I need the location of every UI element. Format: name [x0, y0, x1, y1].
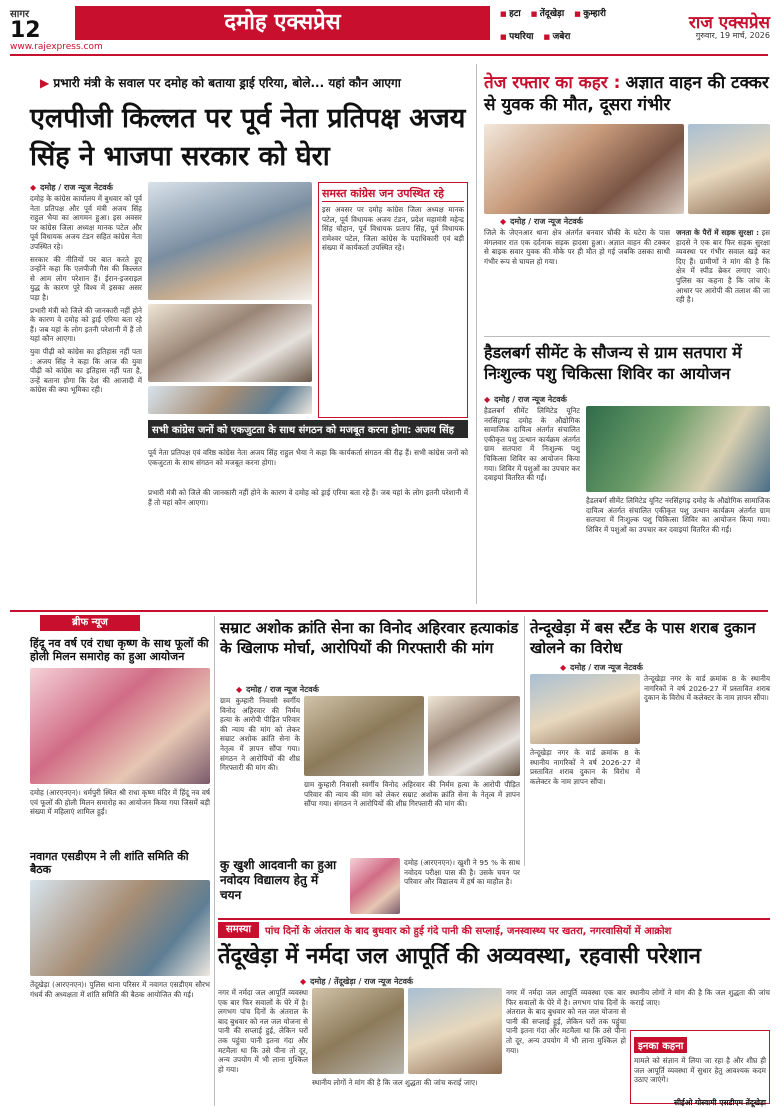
camp-body: हैडलबर्ग सीमेंट लिमिटेड यूनिट नरसिंहगढ़ दमोह के औद्योगिक सामाजिक दायित्व अंतर्गत संचालित एकीकृत पशु उत्थान कार्यक्रम अंतर्गत ग्राम सतपारा में निःशुल्क पशु चिकित्सा शिविर का आयोजन किया गया। शिविर में पशुओं का उपचार कर दवाइयां वितरित की गईं।	[484, 406, 580, 483]
ashok-body: ग्राम कुम्हारी निवासी स्वर्गीय विनोद अहिरवार की निर्मम हत्या के आरोपी पीड़ित परिवार की न्याय की मांग को लेकर सम्राट अशोक क्रांति सेना के नेतृत्व में ज्ञापन सौंपा गया। संगठन ने आरोपियों की शीघ्र गिरफ्तारी की मांग की।	[220, 696, 300, 773]
accident-subhead: जनता के पैरों में सड़क सुरक्षा :	[676, 228, 759, 237]
camera-icon: ◆	[500, 217, 507, 226]
paragraph: सरकार की नीतियों पर बात करते हुए उन्होंने कहा कि एलपीजी गैस की किल्लत से आम लोग परेशान हैं। ईरान-इजराइल युद्ध के कारण पूरे विश्व में इसका असर पड़ा है।	[30, 254, 142, 302]
accident-story	[484, 70, 770, 116]
camera-icon: ◆	[300, 977, 307, 986]
attendees-text: इस अवसर पर दमोह कांग्रेस जिला अध्यक्ष मानक पटेल, पूर्व विधायक अजय टंडन, प्रदेश महामंत्री महेन्द्र सिंह चौहान, पूर्व विधायक प्रताप सिंह, पूर्व विधायक रामेश्वर पटेल, जिला कांग्रेस के पदाधिकारी एवं बड़ी संख्या में कार्यकर्ता उपस्थित रहे।	[322, 205, 464, 253]
town-item: ■ हटा	[500, 6, 521, 19]
accident-body: जिले के जेएनआर थाना क्षेत्र अंतर्गत बनवार चौकी के घटेरा के पास मंगलवार रात एक दर्दनाक सड़क हादसा हुआ। अज्ञात वाहन की टक्कर से बाइक सवार युवक की मौके पर ही मौत हो गई जबकि उसका साथी गंभीर रूप से घायल हो गया।	[484, 228, 670, 266]
masthead: दमोह एक्सप्रेस	[75, 6, 490, 40]
water-band-text: पांच दिनों के अंतराल के बाद बुधवार को हुई गंदे पानी की सप्लाई, जनस्वास्थ्य पर खतरा, नगरवासियों में आक्रोश	[265, 926, 672, 937]
camera-icon: ◆	[30, 183, 37, 192]
brief-text-2: तेंदूखेड़ा (आरएनएन)। पुलिस थाना परिसर में नवागत एसडीएम सौरभ गंधर्व की अध्यक्षता में शांति समिति की बैठक आयोजित की गई।	[30, 980, 210, 999]
town-list	[500, 6, 615, 42]
lead-byline	[30, 182, 113, 193]
attendees-title: समस्त कांग्रेस जन उपस्थित रहे	[322, 186, 464, 202]
brief-headline-2: नवागत एसडीएम ने ली शांति समिति की बैठक	[30, 850, 189, 876]
column-divider	[524, 616, 525, 866]
town-item: ■ जबेरा	[544, 29, 571, 42]
accident-body2-text: इस हादसे ने एक बार फिर सड़क सुरक्षा व्यवस्था पर गंभीर सवाल खड़े कर दिए हैं। ग्रामीणों ने मांग की है कि क्षेत्र में स्पीड ब्रेकर लगाए जाएं। पुलिस का कहना है कि जांच के आधार पर आरोपी की तलाश की जा रही है।	[676, 228, 770, 305]
byline-text: दमोह / राज न्यूज नेटवर्क	[494, 395, 567, 404]
photo-speech	[148, 304, 312, 382]
ashok-byline	[236, 684, 319, 695]
water-byline	[300, 976, 413, 987]
liquor-body: तेन्दूखेड़ा नगर के वार्ड क्रमांक 8 के स्थानीय नागरिकों ने वर्ष 2026-27 में प्रस्तावित शराब दुकान के विरोध में कलेक्टर के नाम ज्ञापन सौंपा।	[644, 674, 770, 703]
photo-meeting-sdm	[30, 880, 210, 976]
photo-protest-2	[428, 696, 520, 776]
water-body-3: स्थानीय लोगों ने मांग की है कि जल शुद्धता की जांच कराई जाए।	[630, 988, 770, 1007]
accident-body-2	[676, 228, 770, 328]
paragraph: युवा पीढ़ी को कांग्रेस का इतिहास नहीं पता : अजय सिंह ने कहा कि आज की युवा पीढ़ी को कांग्रेस का इतिहास नहीं पता है, उन्हें बताना होगा कि देश की आजादी में कांग्रेस की क्या भूमिका रही।	[30, 346, 142, 395]
byline-text: दमोह / राज न्यूज नेटवर्क	[246, 685, 319, 694]
liquor-byline	[560, 662, 643, 673]
water-tag: समस्या	[218, 922, 259, 938]
brief-headline-1: हिंदू नव वर्ष एवं राधा कृष्ण के साथ फूलों की होली मिलन समारोह का हुआ आयोजन	[30, 637, 209, 663]
photo-meeting	[148, 182, 312, 300]
town-item: ■ पथरिया	[500, 29, 534, 42]
accident-kicker: तेज रफ्तार का कहर :	[484, 73, 621, 93]
photo-crowd	[148, 386, 312, 414]
accident-headline: अज्ञात वाहन की टक्कर से युवक की मौत, दूसरा गंभीर	[484, 73, 769, 115]
water-body: नगर में नर्मदा जल आपूर्ति व्यवस्था एक बार फिर सवालों के घेरे में है। लगभग पांच दिनों के अंतराल के बाद बुधवार को नल जल योजना से पानी की सप्लाई हुई, लेकिन घरों तक पहुंचा पानी इतना गंदा और मटमैला था कि उसे पीना तो दूर, अन्य उपयोग में भी लाना मुश्किल हो गया।	[218, 988, 308, 1074]
byline-text: दमोह / तेंदूखेड़ा / राज न्यूज नेटवर्क	[310, 977, 414, 986]
photo-memorandum	[530, 674, 640, 744]
page-number: 12	[10, 18, 41, 43]
photo-hospital	[688, 124, 770, 214]
attendees-box	[318, 182, 468, 418]
photo-caption-text: पूर्व नेता प्रतिपक्ष एवं वरिष्ठ कांग्रेस नेता अजय सिंह राहुल भैया ने कहा कि कार्यकर्ता संगठन की रीढ़ हैं। सभी कांग्रेस जनों को एकजुटता के साथ संगठन को मजबूत करना होगा।	[148, 448, 468, 467]
accident-byline	[500, 216, 583, 227]
lead-body	[30, 194, 142, 602]
water-headline: तेंदूखेड़ा में नर्मदा जल आपूर्ति की अव्यवस्था, रहवासी परेशान	[218, 944, 702, 969]
quote-text: मामले को संज्ञान में लिया जा रहा है और शीघ्र ही जल आपूर्ति व्यवस्था में सुधार हेतु आवश्यक कदम उठाए जाएंगे।	[634, 1056, 766, 1085]
town-item: ■ कुम्हारी	[574, 6, 606, 19]
lead-headline: एलपीजी किल्लत पर पूर्व नेता प्रतिपक्ष अजय सिंह ने भाजपा सरकार को घेरा	[30, 103, 466, 172]
water-caption: स्थानीय लोगों ने मांग की है कि जल शुद्धता की जांच कराई जाए।	[312, 1078, 478, 1087]
liquor-headline: तेन्दूखेड़ा में बस स्टैंड के पास शराब दुकान खोलने का विरोध	[530, 619, 756, 657]
page-number-block	[10, 6, 70, 42]
row-divider	[484, 336, 770, 337]
byline-text: दमोह / राज न्यूज नेटवर्क	[570, 663, 643, 672]
lead-body-cont: प्रभारी मंत्री को जिले की जानकारी नहीं होने के कारण वे दमोह को ड्राई एरिया बता रहे हैं। जब यहां के लोग इतनी परेशानी में हैं तो यहां कौन आएगा।	[148, 488, 468, 507]
section-rule	[10, 610, 768, 612]
camp-byline	[484, 394, 567, 405]
brand-logo: राज एक्सप्रेस	[688, 13, 770, 33]
header-rule	[10, 54, 768, 56]
photo-caption-title: सभी कांग्रेस जनों को एकजुटता के साथ संगठन को मजबूत करना होगा: अजय सिंह	[148, 420, 468, 438]
town-item: ■ तेंदूखेड़ा	[531, 6, 564, 19]
camp-headline: हैडलबर्ग सीमेंट के सौजन्य से ग्राम सतपारा में निःशुल्क पशु चिकित्सा शिविर का आयोजन	[484, 343, 742, 383]
quote-box	[630, 1030, 770, 1107]
liquor-body-2: तेन्दूखेड़ा नगर के वार्ड क्रमांक 8 के स्थानीय नागरिकों ने वर्ष 2026-27 में प्रस्तावित शराब दुकान के विरोध में कलेक्टर के नाम ज्ञापन सौंपा।	[530, 748, 640, 786]
byline-text: दमोह / राज न्यूज नेटवर्क	[40, 183, 113, 192]
award-headline: कु खुशी आदवानी का हुआ नवोदय विद्यालय हेतु में चयन	[220, 858, 337, 902]
column-divider	[214, 616, 215, 1106]
camera-icon: ◆	[560, 663, 567, 672]
byline-text: दमोह / राज न्यूज नेटवर्क	[510, 217, 583, 226]
paragraph: दमोह के कांग्रेस कार्यालय में बुधवार को पूर्व नेता प्रतिपक्ष और पूर्व मंत्री अजय सिंह राहुल भैया का आगमन हुआ। इस अवसर पर कांग्रेस जिला अध्यक्ष मानक पटेल और पूर्व विधायक अजय टंडन सहित कांग्रेस नेता उपस्थित रहे।	[30, 194, 142, 251]
photo-holi	[30, 668, 210, 784]
photo-student	[350, 858, 400, 914]
camp-body-2: हैडलबर्ग सीमेंट लिमिटेड यूनिट नरसिंहगढ़ दमोह के औद्योगिक सामाजिक दायित्व अंतर्गत संचालित एकीकृत पशु उत्थान कार्यक्रम अंतर्गत ग्राम सतपारा में निःशुल्क पशु चिकित्सा शिविर का आयोजन किया गया। शिविर में पशुओं का उपचार कर दवाइयां वितरित की गईं।	[586, 496, 770, 534]
masthead-right	[500, 6, 770, 40]
column-divider	[476, 64, 477, 604]
photo-victim	[484, 124, 684, 214]
photo-dirty-water	[312, 988, 404, 1074]
brief-text-1: दमोह (आरएनएन)। धर्मपुरी स्थित श्री राधा कृष्ण मंदिर में हिंदू नव वर्ष एवं फूलों की होली मिलन समारोह का आयोजन किया गया जिसमें बड़ी संख्या में महिलाएं शामिल हुईं।	[30, 788, 210, 817]
quote-signature: सीईओ गोस्वामी एसडीएम तेंदूखेड़ा	[674, 1098, 766, 1107]
water-body-2: नगर में नर्मदा जल आपूर्ति व्यवस्था एक बार फिर सवालों के घेरे में है। लगभग पांच दिनों के अंतराल के बाद बुधवार को नल जल योजना से पानी की सप्लाई हुई, लेकिन घरों तक पहुंचा पानी इतना गंदा और मटमैला था कि उसे पीना तो दूर, अन्य उपयोग में भी लाना मुश्किल हो गया।	[506, 988, 626, 1055]
issue-date: गुरुवार, 19 मार्च, 2026	[695, 31, 770, 40]
photo-tap	[408, 988, 502, 1074]
ashok-headline: सम्राट अशोक क्रांति सेना का विनोद अहिरवार हत्याकांड के खिलाफ मोर्चा, आरोपियों की गिरफ्तारी की मांग	[220, 619, 519, 657]
lead-kicker: ▶ प्रभारी मंत्री के सवाल पर दमोह को बताया ड्राई एरिया, बोले... यहां कौन आएगा	[40, 74, 480, 91]
paragraph: प्रभारी मंत्री को जिले की जानकारी नहीं होने के कारण वे दमोह को ड्राई एरिया बता रहे हैं। जब यहां के लोग इतनी परेशानी में हैं तो यहां कौन आएगा।	[30, 305, 142, 344]
photo-protest-1	[304, 696, 424, 776]
water-band	[218, 922, 770, 938]
ashok-body-2: ग्राम कुम्हारी निवासी स्वर्गीय विनोद अहिरवार की निर्मम हत्या के आरोपी पीड़ित परिवार की न्याय की मांग को लेकर सम्राट अशोक क्रांति सेना के नेतृत्व में ज्ञापन सौंपा गया। संगठन ने आरोपियों की शीघ्र गिरफ्तारी की मांग की।	[304, 780, 520, 809]
camera-icon: ◆	[236, 685, 243, 694]
site-url[interactable]: www.rajexpress.com	[10, 42, 103, 52]
camera-icon: ◆	[484, 395, 491, 404]
award-body: दमोह (आरएनएन)। खुशी ने 95 % के साथ नवोदय परीक्षा पास की है। उसके चयन पर परिवार और विद्यालय में हर्ष का माहौल है।	[404, 858, 520, 887]
quote-title: इनका कहना	[634, 1037, 687, 1053]
city-label: सागर	[10, 9, 30, 20]
photo-vet-camp	[586, 406, 770, 492]
section-rule	[218, 918, 770, 920]
brief-tag: ब्रीफ न्यूज	[40, 615, 140, 631]
